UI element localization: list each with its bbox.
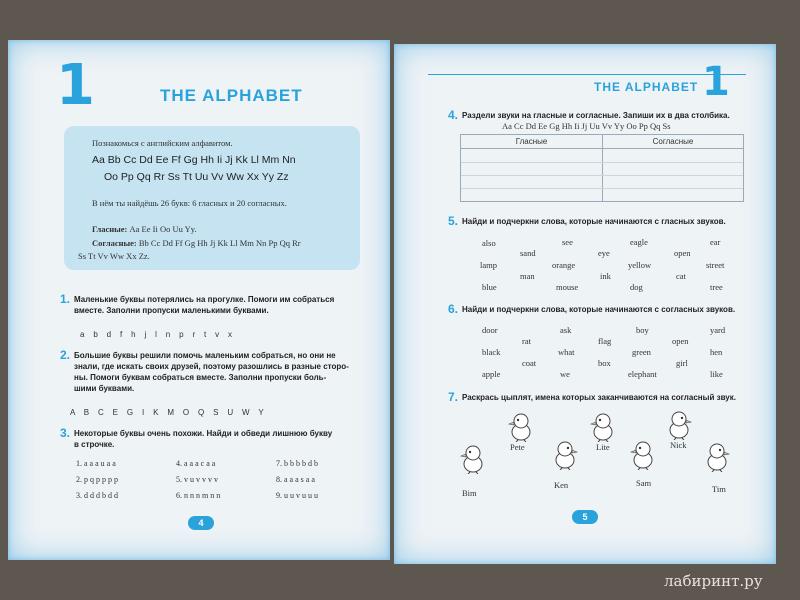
exercise-3-text [74, 428, 332, 450]
alphabet-box [64, 126, 360, 270]
word: box [598, 358, 611, 368]
word: black [482, 347, 501, 357]
page-title: THE ALPHABET [160, 86, 303, 105]
unit-number: 1 [56, 53, 95, 118]
vowels-list: Aa Ee Ii Oo Uu Yy. [129, 224, 197, 234]
word: open [672, 336, 689, 346]
word: blue [482, 282, 497, 292]
exercise-3-item: 7. b b b b d b [276, 459, 318, 468]
word: lamp [480, 260, 497, 270]
word: cat [676, 271, 686, 281]
chick-name: Nick [670, 440, 687, 450]
writing-line [461, 175, 743, 176]
exercise-1-letters: a b d f h j l n p r t v x [80, 330, 233, 339]
consonants-list-1: Bb Cc Dd Ff Gg Hh Jj Kk Ll Mm Nn Pp Qq Rr [138, 238, 301, 248]
page-title: THE ALPHABET [594, 80, 699, 94]
exercise-4-table [460, 134, 744, 202]
exercise-2-line-2: знали, где искать своих друзей, поэтому разошлись в разные сторо- [74, 362, 349, 371]
writing-line [461, 188, 743, 189]
word: dog [630, 282, 643, 292]
word: sand [520, 248, 536, 258]
word: tree [710, 282, 723, 292]
exercise-3-item: 4. a a a c a a [176, 459, 216, 468]
exercise-3-item: 1. a a a u a a [76, 459, 116, 468]
word: door [482, 325, 498, 335]
chick-name: Sam [636, 478, 652, 488]
exercise-3-item: 8. a a a s a a [276, 475, 315, 484]
word: girl [676, 358, 688, 368]
vowels-label: Гласные: [92, 224, 128, 234]
exercise-1-number: 1. [60, 292, 71, 306]
column-consonants: Согласные [603, 135, 743, 149]
word: coat [522, 358, 537, 368]
exercise-3-row [76, 491, 366, 507]
unit-number: 1 [702, 59, 730, 105]
exercise-4-number: 4. [448, 108, 459, 122]
word: ink [600, 271, 611, 281]
word: what [558, 347, 575, 357]
left-page [8, 40, 390, 560]
word: street [706, 260, 725, 270]
exercise-3-row [76, 475, 366, 491]
watermark: лабиринт.ру [664, 572, 763, 590]
chick-icon[interactable] [460, 444, 486, 474]
exercise-3-row [76, 459, 366, 475]
word: ear [710, 237, 721, 247]
consonants-list-2: Ss Tt Vv Ww Xx Zz. [78, 251, 150, 261]
word: ask [560, 325, 572, 335]
page-number: 4 [188, 516, 214, 530]
word: like [710, 369, 723, 379]
exercise-2-line-1: Большие буквы решили помочь маленьким собраться, но они не [74, 351, 336, 360]
exercise-3-number: 3. [60, 426, 71, 440]
chick-icon[interactable] [508, 412, 534, 442]
word: yard [710, 325, 726, 335]
exercise-2-number: 2. [60, 348, 71, 362]
word: eye [598, 248, 610, 258]
exercise-2-letters: A B C E G I K M O Q S U W Y [70, 408, 264, 417]
word: mouse [556, 282, 579, 292]
letter-count-text: В нём ты найдёшь 26 букв: 6 гласных и 20 согласных. [92, 198, 287, 208]
vowels-line [92, 224, 197, 234]
exercise-6-text: Найди и подчеркни слова, которые начинаются с согласных звуков. [462, 305, 736, 314]
word: elephant [628, 369, 657, 379]
intro-text: Познакомься с английским алфавитом. [92, 138, 233, 148]
chick-icon[interactable] [590, 412, 616, 442]
word: apple [482, 369, 501, 379]
word: rat [522, 336, 531, 346]
word: flag [598, 336, 612, 346]
exercise-2-text [74, 350, 349, 394]
exercise-6-number: 6. [448, 302, 459, 316]
chick-name: Bim [462, 488, 477, 498]
exercise-3-item: 9. u u v u u u [276, 491, 318, 500]
page-number: 5 [572, 510, 598, 524]
alphabet-line-2: Oo Pp Qq Rr Ss Tt Uu Vv Ww Xx Yy Zz [104, 171, 289, 183]
exercise-1-line-2: вместе. Заполни пропуски маленькими буквами. [74, 306, 269, 315]
right-page [394, 44, 776, 564]
column-vowels: Гласные [461, 135, 603, 149]
exercise-4-letters: Aa Cc Dd Ee Gg Hh Ii Jj Uu Vv Yy Oo Pp Qq Ss [502, 121, 671, 131]
word: we [560, 369, 570, 379]
word: orange [552, 260, 576, 270]
word: yellow [628, 260, 652, 270]
exercise-4-text: Раздели звуки на гласные и согласные. Запиши их в два столбика. [462, 111, 730, 120]
word: see [562, 237, 573, 247]
chick-icon[interactable] [666, 410, 692, 440]
word: hen [710, 347, 723, 357]
word: also [482, 238, 496, 248]
word: open [674, 248, 691, 258]
exercise-7-text: Раскрась цыплят, имена которых заканчиваются на согласный звук. [462, 393, 736, 402]
exercise-3-grid [76, 459, 366, 507]
chick-name: Pete [510, 442, 525, 452]
exercise-5-number: 5. [448, 214, 459, 228]
exercise-3-line-1: Некоторые буквы очень похожи. Найди и обведи лишнюю букву [74, 429, 333, 438]
chick-icon[interactable] [552, 440, 578, 470]
exercise-3-item: 6. n n n m n n [176, 491, 221, 500]
exercise-7-number: 7. [448, 390, 459, 404]
exercise-3-line-2: в строчке. [74, 440, 115, 449]
exercise-1-line-1: Маленькие буквы потерялись на прогулке. Помоги им собраться [74, 295, 335, 304]
exercise-2-line-4: шими буквами. [74, 384, 135, 393]
exercise-3-item: 2. p q p p p p [76, 475, 118, 484]
exercise-1-text [74, 294, 334, 316]
exercise-3-item: 5. v u v v v v [176, 475, 218, 484]
consonants-label: Согласные: [92, 238, 137, 248]
exercise-5-text: Найди и подчеркни слова, которые начинаются с гласных звуков. [462, 217, 726, 226]
exercise-3-item: 3. d d d b d d [76, 491, 118, 500]
writing-line [461, 162, 743, 163]
chick-icon[interactable] [704, 442, 730, 472]
chick-name: Tim [712, 484, 726, 494]
consonants-line [92, 238, 301, 248]
exercise-2-line-3: ны. Помоги буквам собраться вместе. Заполни пропуски боль- [74, 373, 327, 382]
word: eagle [630, 237, 648, 247]
word: green [632, 347, 651, 357]
word: man [520, 271, 535, 281]
header-rule [428, 74, 746, 75]
chick-icon[interactable] [630, 440, 656, 470]
alphabet-line-1: Aa Bb Cc Dd Ee Ff Gg Hh Ii Jj Kk Ll Mm Nn [92, 154, 296, 166]
word: boy [636, 325, 649, 335]
chick-name: Ken [554, 480, 569, 490]
chick-name: Lite [596, 442, 610, 452]
